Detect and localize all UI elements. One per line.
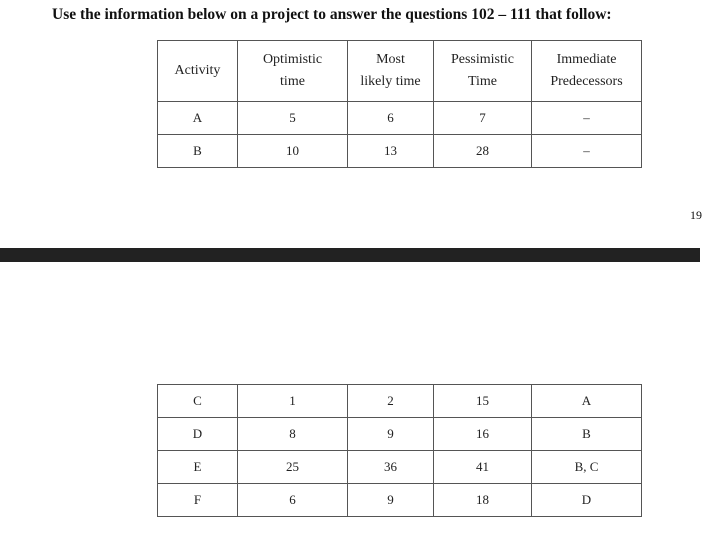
cell-most-likely: 2	[348, 385, 434, 418]
header-optimistic	[238, 41, 348, 102]
cell-activity: F	[158, 484, 238, 517]
cell-activity: D	[158, 418, 238, 451]
cell-predecessors: –	[532, 102, 642, 135]
activity-table-bottom	[157, 384, 642, 517]
header-optimistic-line1: Optimistic	[262, 52, 323, 67]
cell-optimistic: 5	[238, 102, 348, 135]
cell-activity: A	[158, 102, 238, 135]
activity-table-top	[157, 40, 642, 168]
page-divider-bar	[0, 248, 700, 262]
cell-most-likely: 9	[348, 418, 434, 451]
cell-most-likely: 6	[348, 102, 434, 135]
table-row	[158, 484, 642, 517]
header-activity-label: Activity	[174, 63, 221, 78]
cell-pessimistic: 18	[434, 484, 532, 517]
cell-predecessors: –	[532, 135, 642, 168]
cell-optimistic: 1	[238, 385, 348, 418]
header-row	[158, 41, 642, 102]
header-pessimistic	[434, 41, 532, 102]
instruction-heading: Use the information below on a project to answer the questions 102 – 111 that follow:	[52, 6, 612, 23]
header-most-likely	[348, 41, 434, 102]
cell-optimistic: 6	[238, 484, 348, 517]
cell-pessimistic: 15	[434, 385, 532, 418]
header-pessimistic-line2: Time	[467, 74, 498, 89]
table-row	[158, 418, 642, 451]
header-activity	[158, 41, 238, 102]
cell-optimistic: 10	[238, 135, 348, 168]
header-most-likely-line1: Most	[376, 52, 405, 67]
cell-activity: E	[158, 451, 238, 484]
cell-predecessors: B	[532, 418, 642, 451]
page-number: 19	[690, 208, 702, 222]
cell-activity: C	[158, 385, 238, 418]
cell-pessimistic: 7	[434, 102, 532, 135]
cell-predecessors: A	[532, 385, 642, 418]
cell-pessimistic: 28	[434, 135, 532, 168]
cell-most-likely: 9	[348, 484, 434, 517]
table-row	[158, 385, 642, 418]
cell-most-likely: 36	[348, 451, 434, 484]
table-row	[158, 135, 642, 168]
cell-activity: B	[158, 135, 238, 168]
header-optimistic-line2: time	[280, 74, 305, 89]
header-predecessors-line2: Predecessors	[550, 74, 623, 89]
header-predecessors	[532, 41, 642, 102]
cell-most-likely: 13	[348, 135, 434, 168]
header-most-likely-line2: likely time	[360, 74, 421, 89]
cell-pessimistic: 41	[434, 451, 532, 484]
cell-optimistic: 25	[238, 451, 348, 484]
header-pessimistic-line1: Pessimistic	[450, 52, 514, 67]
table-row	[158, 451, 642, 484]
table-row	[158, 102, 642, 135]
cell-predecessors: B, C	[532, 451, 642, 484]
cell-predecessors: D	[532, 484, 642, 517]
cell-pessimistic: 16	[434, 418, 532, 451]
header-predecessors-line1: Immediate	[556, 52, 617, 67]
cell-optimistic: 8	[238, 418, 348, 451]
